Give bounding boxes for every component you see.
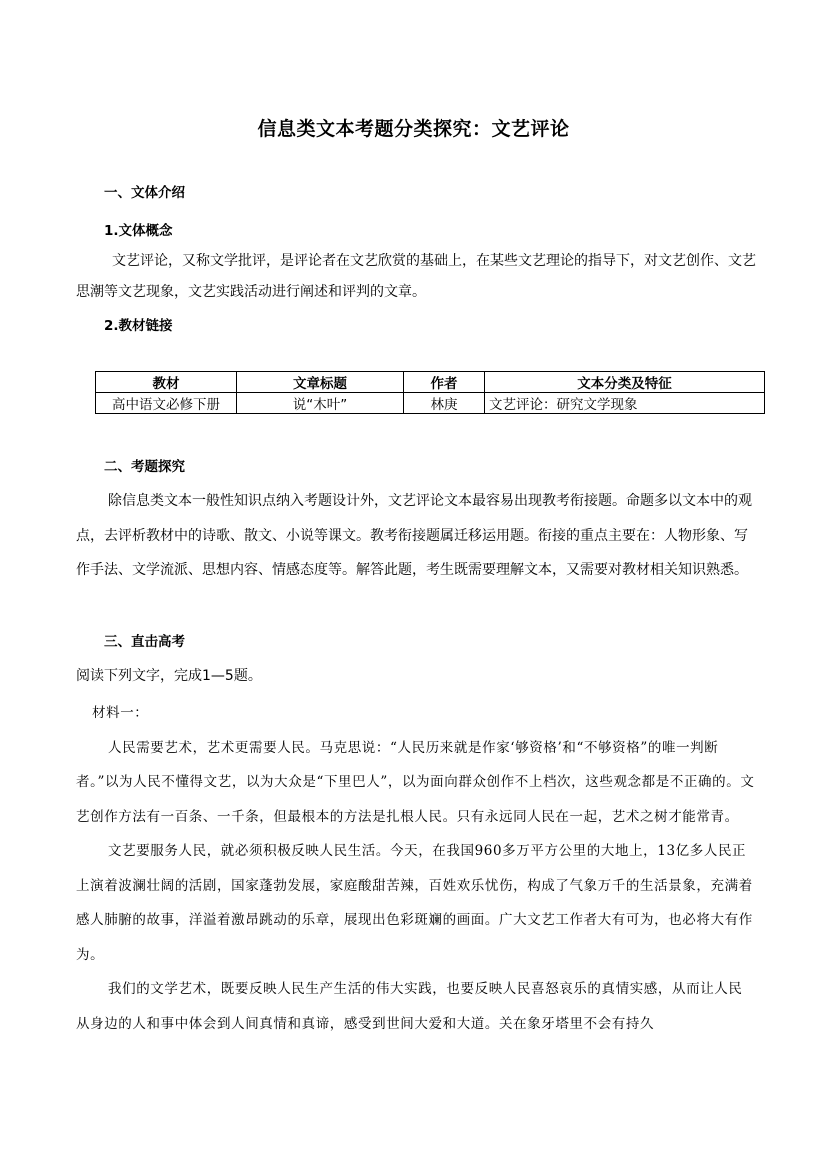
table-cell: 林庚 xyxy=(404,393,485,414)
page-title: 信息类文本考题分类探究：文艺评论 xyxy=(257,118,570,140)
table-header-cell: 文章标题 xyxy=(237,372,404,393)
material-one-body xyxy=(76,696,756,1041)
genre-concept-paragraph xyxy=(76,246,756,308)
table-header-row xyxy=(96,372,765,393)
table-cell: 说“木叶” xyxy=(237,393,404,414)
table-header-cell: 作者 xyxy=(404,372,485,393)
reading-instruction xyxy=(76,664,756,688)
material-paragraph: 我们的文学艺术，既要反映人民生产生活的伟大实践，也要反映人民喜怒哀乐的真情实感，从而让人民从身边的人和事中体会到人间真情和真谛，感受到世间大爱和大道。关在象牙塔里不会有持久 xyxy=(76,981,743,1032)
genre-concept-text: 文艺评论，又称文学批评，是评论者在文艺欣赏的基础上，在某些文艺理论的指导下，对文艺创作、文艺思潮等文艺现象，文艺实践活动进行阐述和评判的文章。 xyxy=(76,253,756,300)
question-exploration-text: 除信息类文本一般性知识点纳入考题设计外，文艺评论文本最容易出现教考衔接题。命题多以文本中的观点，去评析教材中的诗歌、散文、小说等课文。教考衔接题属迁移运用题。衔接的重点主要在：人物形象、写作手法、文学流派、思想内容、情感态度等。解答此题，考生既需要理解文本，又需要对教材相关知识熟悉。 xyxy=(76,493,752,578)
section-heading-genre-intro: 一、文体介绍 xyxy=(104,185,185,201)
table-header-cell: 教材 xyxy=(96,372,237,393)
question-exploration-paragraph xyxy=(76,484,756,588)
material-paragraph: 人民需要艺术，艺术更需要人民。马克思说：“人民历来就是作家‘够资格’和“不够资格”的唯一判断者。”以为人民不懂得文艺，以为大众是“下里巴人”，以为面向群众创作不上档次，这些观念都是不正确的。文艺创作方法有一百条、一千条，但最根本的方法是扎根人民。只有永远同人民在一起，艺术之树才能常青。 xyxy=(76,739,755,825)
subheading-genre-concept: 1.文体概念 xyxy=(104,223,173,239)
section-heading-exam-direct: 三、直击高考 xyxy=(104,634,185,650)
table-row xyxy=(96,393,765,414)
subheading-textbook-link: 2.教材链接 xyxy=(104,318,173,334)
material-label: 材料一： xyxy=(92,705,149,721)
table-header-cell: 文本分类及特征 xyxy=(485,372,765,393)
material-paragraph: 文艺要服务人民，就必须积极反映人民生活。今天，在我国960多万平方公里的大地上，13亿多人民正上演着波澜壮阔的活剧，国家蓬勃发展，家庭酸甜苦辣，百姓欢乐忧伤，构成了气象万千的生活景象，充满着感人肺腑的故事，洋溢着激昂跳动的乐章，展现出色彩斑斓的画面。广大文艺工作者大有可为，也必将大有作为。 xyxy=(76,843,753,963)
table-cell: 文艺评论：研究文学现象 xyxy=(485,393,765,414)
textbook-table xyxy=(95,371,765,414)
section-heading-question-exploration: 二、考题探究 xyxy=(104,459,185,475)
instruction-text: 阅读下列文字，完成1—5题。 xyxy=(76,668,262,684)
table-cell: 高中语文必修下册 xyxy=(96,393,237,414)
